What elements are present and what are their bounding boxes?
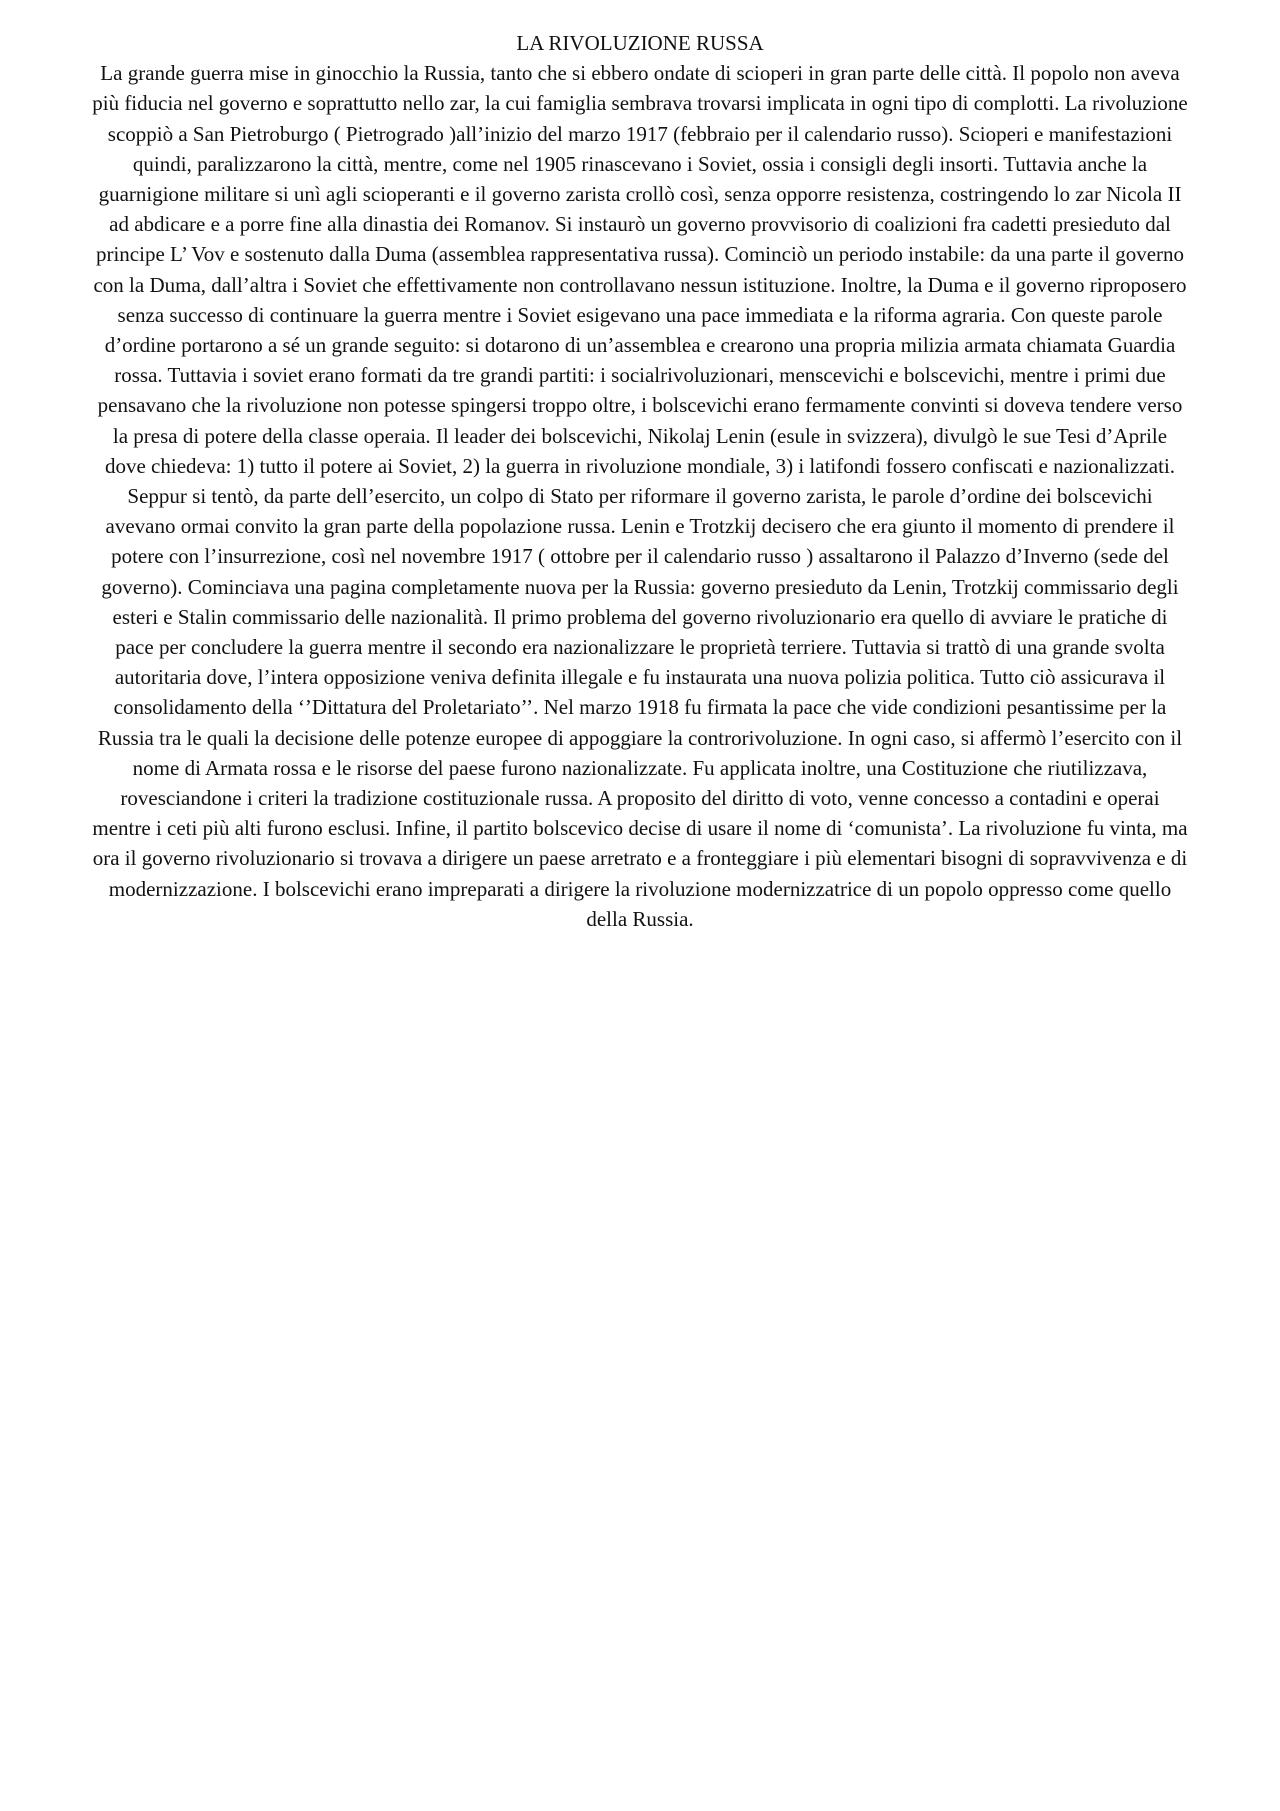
document-content: [92, 28, 1188, 934]
document-title: LA RIVOLUZIONE RUSSA: [516, 31, 764, 55]
document-body: La grande guerra mise in ginocchio la Russia, tanto che si ebbero ondate di scioperi in gran parte delle città. Il popolo non aveva più fiducia nel governo e soprattutto nello zar, la cui famiglia sembrava trovarsi implicata in ogni tipo di complotti. La rivoluzione scoppiò a San Pietroburgo ( Pietrogrado )all’inizio del marzo 1917 (febbraio per il calendario russo). Scioperi e manifestazioni quindi, paralizzarono la città, mentre, come nel 1905 rinascevano i Soviet, ossia i consigli degli insorti. Tuttavia anche la guarnigione militare si unì agli scioperanti e il governo zarista crollò così, senza opporre resistenza, costringendo lo zar Nicola II ad abdicare e a porre fine alla dinastia dei Romanov. Si instaurò un governo provvisorio di coalizioni fra cadetti presieduto dal principe L’ Vov e sostenuto dalla Duma (assemblea rappresentativa russa). Cominciò un periodo instabile: da una parte il governo con la Duma, dall’altra i Soviet che effettivamente non controllavano nessun istituzione. Inoltre, la Duma e il governo riproposero senza successo di continuare la guerra mentre i Soviet esigevano una pace immediata e la riforma agraria. Con queste parole d’ordine portarono a sé un grande seguito: si dotarono di un’assemblea e crearono una propria milizia armata chiamata Guardia rossa. Tuttavia i soviet erano formati da tre grandi partiti: i socialrivoluzionari, menscevichi e bolscevichi, mentre i primi due pensavano che la rivoluzione non potesse spingersi troppo oltre, i bolscevichi erano fermamente convinti si doveva tendere verso la presa di potere della classe operaia. Il leader dei bolscevichi, Nikolaj Lenin (esule in svizzera), divulgò le sue Tesi d’Aprile dove chiedeva: 1) tutto il potere ai Soviet, 2) la guerra in rivoluzione mondiale, 3) i latifondi fossero confiscati e nazionalizzati. Seppur si tentò, da parte dell’esercito, un colpo di Stato per riformare il governo zarista, le parole d’ordine dei bolscevichi avevano ormai convito la gran parte della popolazione russa. Lenin e Trotzkij decisero che era giunto il momento di prendere il potere con l’insurrezione, così nel novembre 1917 ( ottobre per il calendario russo ) assaltarono il Palazzo d’Inverno (sede del governo). Cominciava una pagina completamente nuova per la Russia: governo presieduto da Lenin, Trotzkij commissario degli esteri e Stalin commissario delle nazionalità. Il primo problema del governo rivoluzionario era quello di avviare le pratiche di pace per concludere la guerra mentre il secondo era nazionalizzare le proprietà terriere. Tuttavia si trattò di una grande svolta autoritaria dove, l’intera opposizione veniva definita illegale e fu instaurata una nuova polizia politica. Tutto ciò assicurava il consolidamento della ‘’Dittatura del Proletariato’’. Nel marzo 1918 fu firmata la pace che vide condizioni pesantissime per la Russia tra le quali la decisione delle potenze europee di appoggiare la controrivoluzione. In ogni caso, si affermò l’esercito con il nome di Armata rossa e le risorse del paese furono nazionalizzate. Fu applicata inoltre, una Costituzione che riutilizzava, rovesciandone i criteri la tradizione costituzionale russa. A proposito del diritto di voto, venne concesso a contadini e operai mentre i ceti più alti furono esclusi. Infine, il partito bolscevico decise di usare il nome di ‘comunista’. La rivoluzione fu vinta, ma ora il governo rivoluzionario si trovava a dirigere un paese arretrato e a fronteggiare i più elementari bisogni di sopravvivenza e di modernizzazione. I bolscevichi erano impreparati a dirigere la rivoluzione modernizzatrice di un popolo oppresso come quello della Russia.: [92, 61, 1188, 931]
